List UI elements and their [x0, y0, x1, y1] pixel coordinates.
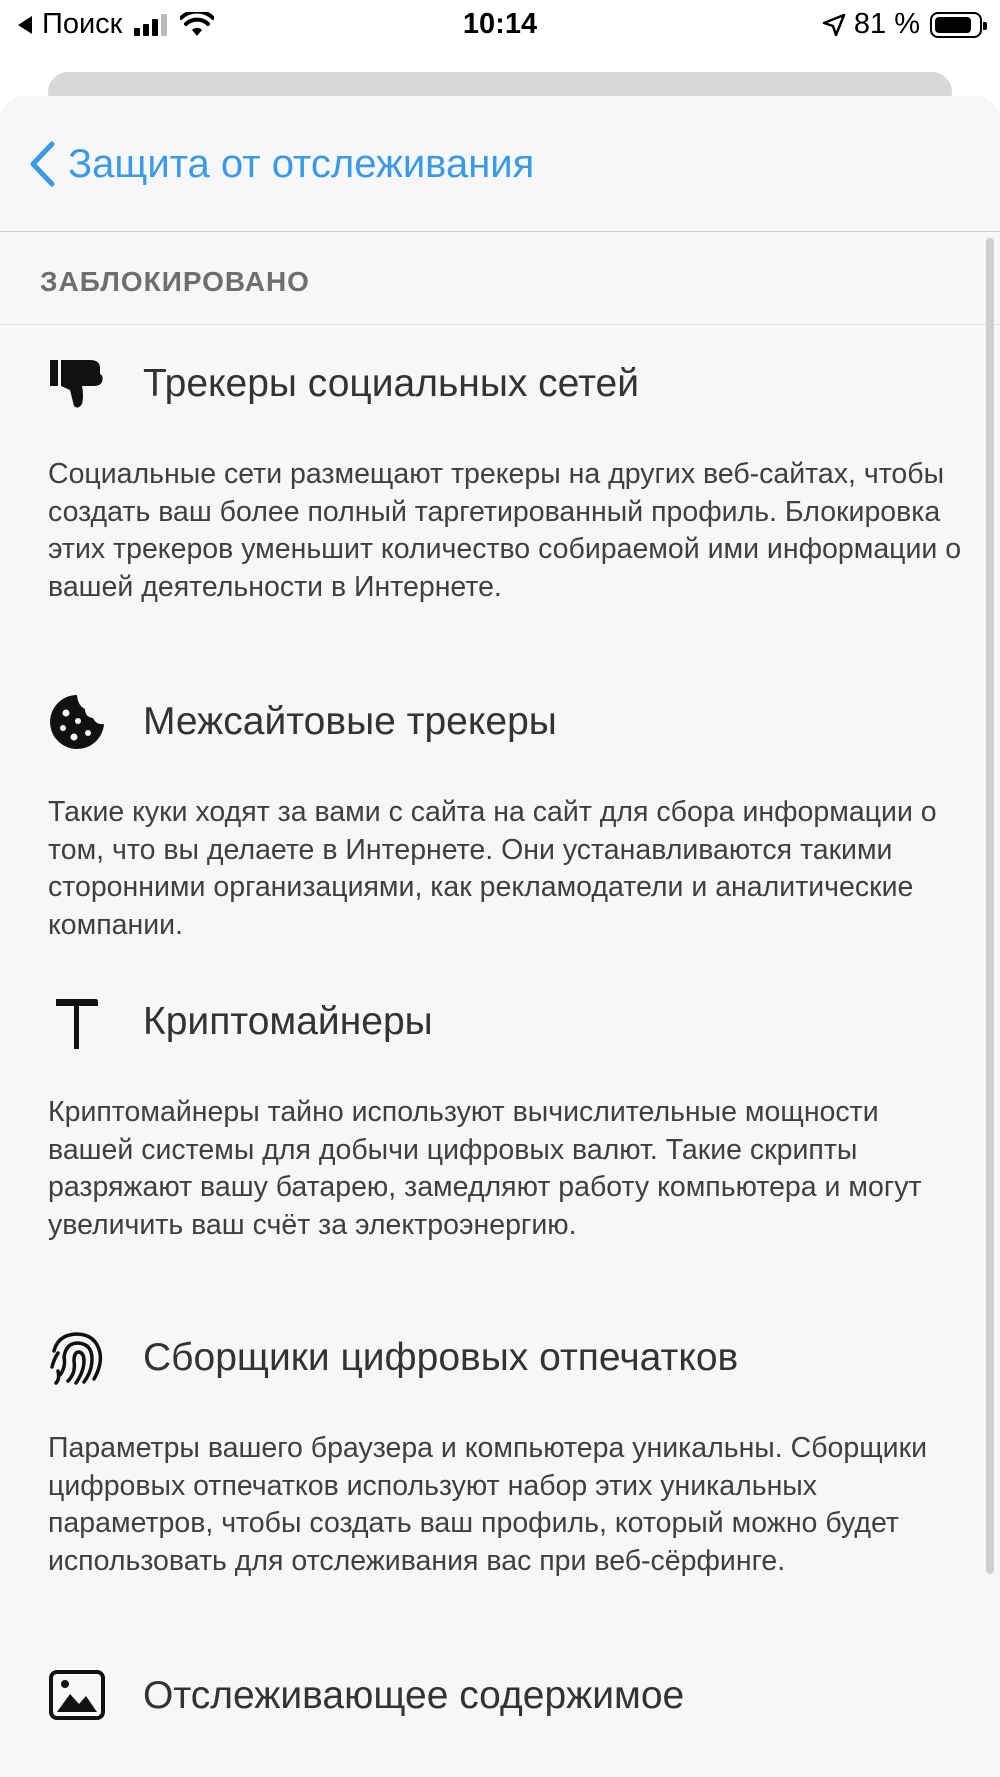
item-description: Параметры вашего браузера и компьютера уникальны. Сборщики цифровых отпечатков используют набор этих уникальных параметров, чтобы создать ваш профиль, который можно будет использовать для отслеживания вас при веб-сёрфинге.	[48, 1432, 927, 1577]
chevron-left-icon	[28, 140, 56, 188]
battery-icon	[930, 12, 982, 38]
item-title: Межсайтовые трекеры	[143, 700, 557, 743]
item-description: Такие куки ходят за вами с сайта на сайт для сбора информации о том, что вы делаете в Интернете. Они устанавливаются такими сторонними организациями, как рекламодатели и аналитические компании.	[48, 796, 937, 941]
back-button[interactable]	[28, 140, 534, 188]
back-button-label: Защита от отслеживания	[68, 141, 535, 186]
item-title: Отслеживающее содержимое	[143, 1674, 685, 1717]
pickaxe-icon	[48, 993, 106, 1051]
item-title: Сборщики цифровых отпечатков	[143, 1336, 739, 1379]
status-back-label: Поиск	[42, 8, 123, 40]
item-description: Социальные сети размещают трекеры на других веб-сайтах, чтобы создать ваш более полный таргетированный профиль. Блокировка этих трекеров уменьшит количество собираемой ими информации о вашей деятельности в Интернете.	[48, 458, 962, 603]
fingerprint-icon	[48, 1329, 106, 1387]
status-bar	[0, 0, 1000, 52]
status-time: 10:14	[462, 8, 538, 40]
item-description: Криптомайнеры тайно используют вычислительные мощности вашей системы для добычи цифровых валют. Такие скрипты разряжают вашу батарею, замедляют работу компьютера и могут увеличить ваш счёт за электроэнергию.	[48, 1096, 922, 1241]
tracking-protection-sheet	[0, 96, 1000, 1777]
battery-percent: 81 %	[853, 8, 920, 40]
navigation-bar	[0, 96, 1000, 232]
item-title: Криптомайнеры	[143, 1000, 433, 1043]
section-header	[0, 232, 1000, 325]
thumbs-down-icon	[48, 356, 106, 414]
cookie-icon	[48, 693, 106, 751]
section-header-label: ЗАБЛОКИРОВАНО	[40, 266, 310, 297]
image-icon	[48, 1666, 106, 1724]
location-arrow-icon	[822, 13, 846, 37]
status-right-group	[822, 8, 982, 41]
scroll-indicator[interactable]	[986, 238, 994, 1574]
item-title: Трекеры социальных сетей	[143, 362, 639, 405]
